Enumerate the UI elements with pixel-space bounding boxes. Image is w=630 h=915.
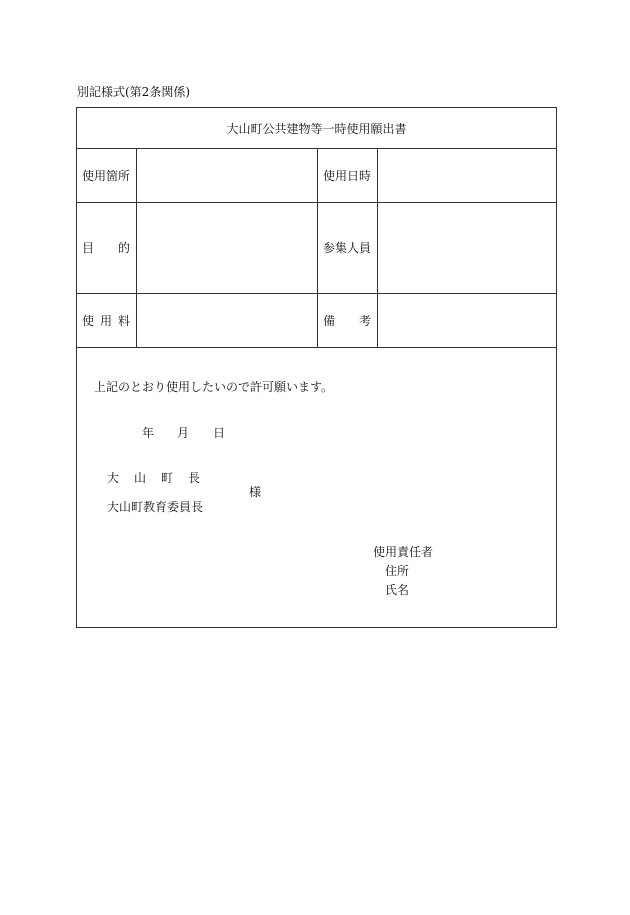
usage-fee-label-char: 使 [82, 313, 95, 328]
usage-datetime-label: 使用日時 [318, 148, 378, 202]
purpose-label [77, 202, 137, 293]
remarks-label-char: 考 [358, 313, 371, 328]
declaration-section [77, 348, 556, 627]
usage-fee-label-char: 料 [117, 313, 130, 328]
form-title: 大山町公共建物等一時使用願出書 [226, 122, 407, 136]
date-month-label: 月 [177, 426, 190, 440]
remarks-field[interactable] [378, 293, 556, 347]
form-title-row [77, 108, 556, 149]
applicant-address-label: 住所 [385, 564, 410, 578]
remarks-label-char: 備 [323, 313, 336, 328]
attendees-field[interactable] [378, 202, 556, 293]
remarks-label [318, 293, 378, 347]
applicant-name-label: 氏名 [385, 583, 410, 597]
addressee-honorific: 様 [249, 485, 262, 499]
addressee-mayor-char: 山 [134, 471, 147, 485]
fee-row [77, 293, 556, 348]
addressee-mayor-char: 町 [161, 471, 174, 485]
usage-fee-label [77, 293, 137, 347]
applicant-title: 使用責任者 [373, 545, 434, 559]
application-form [76, 107, 557, 628]
addressee-mayor-char: 大 [107, 471, 120, 485]
addressee-education-board: 大山町教育委員長 [107, 500, 204, 514]
usage-row [77, 148, 556, 203]
purpose-label-char: 的 [117, 241, 130, 255]
attendees-label: 参集人員 [318, 202, 378, 293]
form-caption: 別記様式(第2条関係) [77, 85, 190, 99]
date-day-label: 日 [213, 426, 226, 440]
purpose-label-char: 目 [82, 241, 95, 255]
purpose-row [77, 202, 556, 294]
addressee-mayor-char: 長 [188, 471, 201, 485]
date-year-label: 年 [142, 426, 155, 440]
usage-location-label: 使用箇所 [77, 148, 137, 202]
usage-fee-label-char: 用 [99, 313, 112, 328]
usage-location-field[interactable] [137, 148, 318, 202]
usage-datetime-field[interactable] [378, 148, 556, 202]
declaration-statement: 上記のとおり使用したいので許可願います。 [94, 380, 334, 394]
usage-fee-field[interactable] [137, 293, 318, 347]
purpose-field[interactable] [137, 202, 318, 293]
